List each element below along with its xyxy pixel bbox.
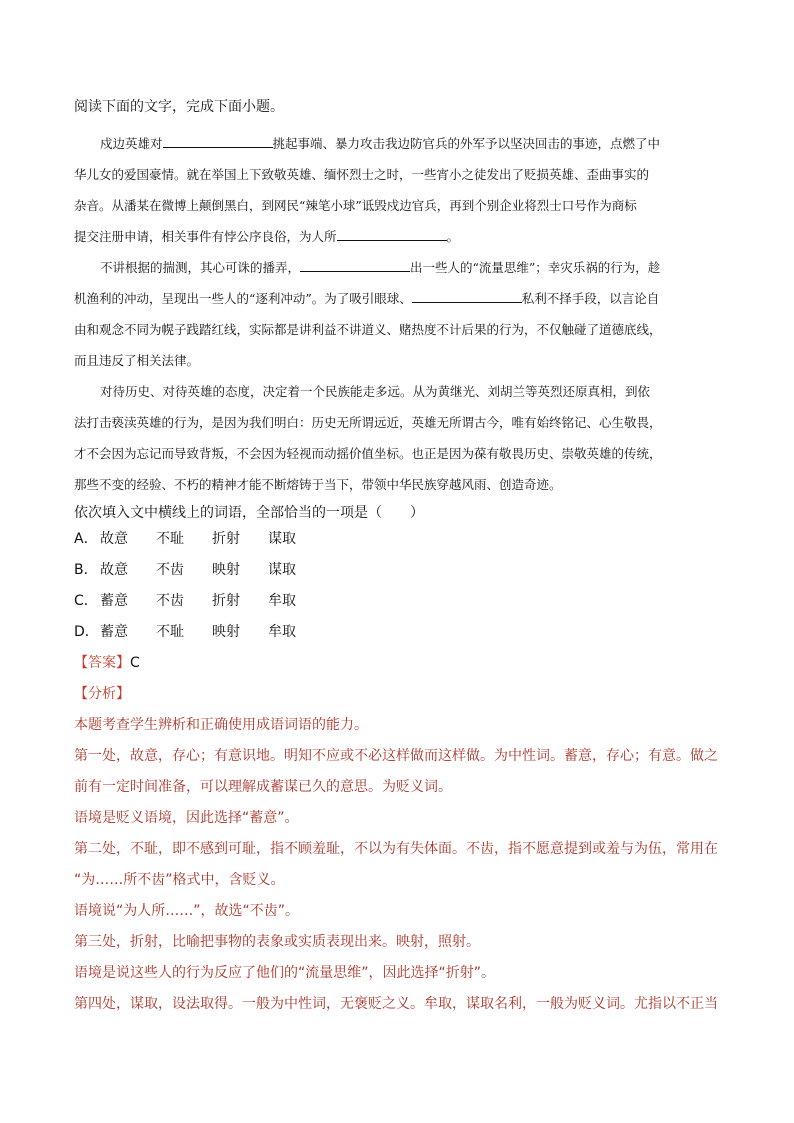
- option-word: 映射: [212, 624, 240, 640]
- passage-text: 才不会因为忘记而导致背叛，不会因为轻视而动摇价值坐标。也正是因为葆有敬畏历史、崇敬英雄的传统，: [74, 446, 662, 461]
- option-word: 故意: [100, 562, 128, 578]
- passage-text: 。: [446, 229, 460, 244]
- intro-instruction: 阅读下面的文字，完成下面小题。: [74, 99, 284, 115]
- option-word: 牟取: [268, 624, 296, 640]
- passage-text: 提交注册申请，相关事件有悖公序良俗，为人所: [74, 229, 337, 244]
- answer-label: 【答案】: [74, 655, 130, 671]
- option-word: 不耻: [156, 624, 184, 640]
- passage-text: 华儿女的爱国豪情。就在举国上下致敬英雄、缅怀烈士之时，一些宵小之徒发出了贬损英雄、歪曲事实的: [74, 167, 650, 182]
- fill-blank-4: [412, 289, 522, 303]
- passage-text: 不讲根据的揣测，其心可诛的播弄，: [100, 260, 301, 275]
- passage-text: 机渔利的冲动，呈现出一些人的“逐利冲动”。为了吸引眼球、: [74, 291, 412, 306]
- passage-paragraph-3: [74, 376, 724, 500]
- option-word: 折射: [212, 531, 240, 547]
- passage-text: 对待历史、对待英雄的态度，决定着一个民族能走多远。从为黄继光、刘胡兰等英烈还原真相，到依: [100, 384, 651, 399]
- option-word: 故意: [100, 531, 128, 547]
- option-word: 谋取: [268, 531, 296, 547]
- analysis-line: 第四处，谋取，设法取得。一般为中性词，无褒贬之义。牟取，谋取名利，一般为贬义词。尤指以不正当: [74, 996, 718, 1012]
- options-list: [74, 524, 724, 648]
- analysis-line: 第二处，不耻，即不感到可耻，指不顾羞耻，不以为有失体面。不齿，指不愿意提到或羞与为伍，常用在: [74, 841, 718, 857]
- document-page: [74, 96, 724, 1020]
- passage-text: 挑起事端、暴力攻击我边防官兵的外军予以坚决回击的事迹，点燃了中: [272, 136, 661, 151]
- option-word: 折射: [212, 593, 240, 609]
- passage-paragraph-2: [74, 252, 724, 376]
- option-b[interactable]: [74, 555, 724, 586]
- fill-blank-3: [300, 258, 410, 272]
- analysis-line: 语境是贬义语境，因此选择“蓄意”。: [74, 810, 299, 826]
- option-label: A．: [74, 531, 98, 547]
- answer-line: [74, 648, 724, 679]
- fill-blank-1: [163, 134, 273, 148]
- option-word: 映射: [212, 562, 240, 578]
- analysis-line: 本题考查学生辨析和正确使用成语词语的能力。: [74, 717, 368, 733]
- passage-text: 杂音。从潘某在微博上颠倒黑白，到网民“辣笔小球”诋毁戍边官兵，再到个别企业将烈士口号作为商标: [74, 198, 637, 213]
- option-word: 蓄意: [100, 624, 128, 640]
- question-stem: 依次填入文中横线上的词语，全部恰当的一项是（ ）: [74, 505, 424, 521]
- analysis-line: 语境说“为人所……”，故选“不齿”。: [74, 903, 300, 919]
- option-word: 不齿: [156, 593, 184, 609]
- passage-paragraph-1: [74, 128, 724, 252]
- analysis-line: 第三处，折射，比喻把事物的表象或实质表现出来。映射，照射。: [74, 934, 480, 950]
- option-label: B．: [74, 562, 98, 578]
- passage-text: 那些不变的经验、不朽的精神才能不断熔铸于当下，带领中华民族穿越风雨、创造奇迹。: [74, 477, 562, 492]
- analysis-line: “为……所不齿”格式中，含贬义。: [74, 872, 285, 888]
- option-word: 牟取: [268, 593, 296, 609]
- analysis-body: [74, 710, 724, 1020]
- passage-text: 由和观念不同为幌子践踏红线，实际都是讲利益不讲道义、赌热度不计后果的行为，不仅触碰了道德底线，: [74, 322, 662, 337]
- reading-passage: [74, 128, 724, 500]
- option-word: 谋取: [268, 562, 296, 578]
- option-d[interactable]: [74, 617, 724, 648]
- option-word: 不耻: [156, 531, 184, 547]
- passage-text: 而且违反了相关法律。: [74, 353, 200, 368]
- analysis-line: 前有一定时间准备，可以理解成蓄谋已久的意思。为贬义词。: [74, 779, 452, 795]
- analysis-line: 第一处，故意，存心；有意识地。明知不应或不必这样做而这样做。为中性词。蓄意，存心；有意。做之: [74, 748, 718, 764]
- option-c[interactable]: [74, 586, 724, 617]
- analysis-line: 语境是说这些人的行为反应了他们的“流量思维”，因此选择“折射”。: [74, 965, 496, 981]
- option-label: C．: [74, 593, 98, 609]
- analysis-label: 【分析】: [74, 686, 130, 702]
- option-word: 蓄意: [100, 593, 128, 609]
- option-word: 不齿: [156, 562, 184, 578]
- fill-blank-2: [337, 227, 447, 241]
- passage-text: 法打击亵渎英雄的行为，是因为我们明白：历史无所谓远近，英雄无所谓古今，唯有始终铭记、心生敬畏，: [74, 415, 662, 430]
- passage-text: 出一些人的“流量思维”；幸灾乐祸的行为，趁: [410, 260, 661, 275]
- option-a[interactable]: [74, 524, 724, 555]
- answer-value: C: [130, 655, 140, 671]
- passage-text: 私利不择手段，以言论自: [521, 291, 660, 306]
- passage-text: 戍边英雄对: [100, 136, 163, 151]
- option-label: D．: [74, 624, 99, 640]
